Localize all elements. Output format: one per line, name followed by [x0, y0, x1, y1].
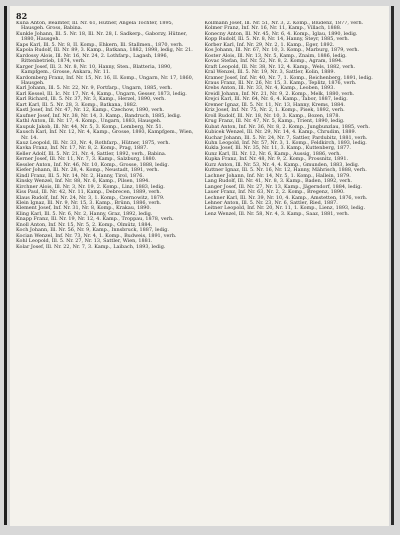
register-entry: Krejci Karl, Ill. Nr. 64, Nr. 6, 4. Kamp., Tabor, 1887, ledig. — [204, 96, 348, 103]
register-entry: Kuna Anton, Beamter, Ill. Nr. 61, Hütner, Angela Tochter, 1895, Hausgeh. Gross, Babina. — [16, 21, 174, 32]
register-entry: Kiss Paul, Ill. Nr. 42, Nr. 11, Kamp., Debrecen, 1889, verh. — [16, 189, 162, 196]
register-entry: Kaps Karl, Ill. 5. Nr. 8, II. Komp., Ehkern, Ill. Stallmen., 1870, verh. — [16, 41, 184, 48]
register-entry: Kubicek Wenzel, Ill. Nr. 29, Nr. 14, 4. Kamp., Chrudim, 1889. — [204, 129, 357, 136]
register-entry: Kupka Franz, Inf. Nr. 48, Nr. 9, 2. Komp., Prossnitz, 1891. — [204, 156, 349, 163]
register-entry: Karl Johann, Ill. 5. Nr. 22, Nr. 9, Fortfarp., Ungarn, 1885, verh. — [16, 85, 173, 92]
scan-edge-right — [391, 6, 394, 525]
register-entry: Kling Karl, Ill. 5. Nr. 6, Nr. 2, Hanny, Graz, 1892, ledig. — [16, 210, 153, 217]
register-entry: Keller Adolf, Ill. 5. Nr. 21, Nr. 4, Sattler, 1892, verh., Babina. — [16, 150, 167, 157]
register-entry: Kausch Karl, Inf. Nr. 12, Nr. 4, Kamp., Grosse, 1893, Kampfgem., Wien, Nr. 14. — [16, 129, 194, 141]
register-entry: Kocian Wenzel, Inf. Nr. 73, Nr. 4, 1. Komp., Budweis, 1891, verh. — [16, 232, 177, 239]
register-entry: Kaupuk Jakob, Ill. Nr. 44, Nr. 5, 3. Komp., Lemberg, Nr. 51. — [16, 123, 164, 130]
register-entry: Kirchner Alois, Ill. Nr. 3, Nr. 19, 2. Komp., Linz, 1883, ledig. — [16, 183, 165, 190]
register-entry: Kunz Karl, Ill. Nr. 12, Nr. 6, Kamp., Aussig, 1886, verh. — [204, 150, 341, 157]
register-entry: Krug Franz, Ill. Nr. 47, Nr. 5, Kamp., Trient, 1890, ledig. — [204, 118, 345, 125]
register-entry: Kerner Josef, Ill. Nr. 11, Nr. 7, 3. Kamp., Salzburg, 1880. — [16, 156, 157, 163]
register-entry: Lachner Johann, Inf. Nr. 14, Nr. 5, 1. Komp., Hallein, 1879. — [204, 172, 351, 179]
register-entry: Lauer Franz, Inf. Nr. 63, Nr. 2, 2. Komp., Bregenz, 1890. — [204, 189, 345, 196]
register-entry: Koch Johann, Ill. Nr. 56, Nr. 9, Kamp., Innsbruck, 1887, ledig. — [16, 227, 169, 234]
register-entry: Karger Josef, Ill. 3. Nr. 8, Nr. 10, Hanny, Sten., Blatteria, 1890, Kampfgem., Grosse, Ankara, Nr. 11. — [16, 63, 172, 76]
register-entry: Klaus Rudolf, Inf. Nr. 24, Nr. 3, 1. Komp., Czernowitz, 1879. — [16, 194, 165, 201]
register-entry: Kubat Anton, Inf. Nr. 36, Nr. 8, 2. Komp., Jungbunzlau, 1885, verh. — [204, 123, 370, 130]
register-entry: Karl Richard, Ill. 5. Nr. 37, Nr. 3, Kamp., Herzel, 1890, verh. — [16, 96, 166, 103]
register-entry: Kiefer Johann, Ill. Nr. 28, 4. Komp., Neustadt, 1891, verh. — [16, 167, 160, 174]
register-entry: Krebs Anton, Ill. Nr. 33, Nr. 4, Kamp., Leoben, 1893. — [204, 85, 335, 92]
register-entry: Kardomberg Franz, Inf. Nr. 15, Nr. 16, II. Komp., Ungarn, Nr. 17, 1860, Hausgeh. — [16, 74, 194, 86]
register-entry: Kovac Stefan, Inf. Nr. 52, Nr. 8, 2. Komp., Agram, 1894. — [204, 58, 343, 65]
register-entry: Leitner Leopold, Inf. Nr. 20, Nr. 11, 1. Komp., Lienz, 1893, ledig. — [204, 205, 365, 212]
register-entry: Kremer Ignaz, Ill. 5. Nr. 11, Nr. 13, Hanny, Krems, 1884. — [204, 101, 345, 108]
register-entry: Kriz Josef, Inf. Nr. 75, Nr. 2, 1. Komp., Pisek, 1892, verh. — [204, 107, 345, 114]
register-entry: Kardossy Alois, Ill. Nr. 16, Nr. 24, 2. Lothfarp., Lagash, 1896, Rittenbetrieb, 1874, verh. — [16, 52, 169, 65]
register-entry: Kos Johann, Ill. Nr. 67, Nr. 10, 3. Komp., Marburg, 1879, verh. — [204, 47, 360, 54]
register-entry: Kolar Josef, Ill. Nr. 22, Nr. 7, 3. Kamp., Laibach, 1893, ledig. — [16, 243, 166, 250]
register-entry: Lechner Karl, Ill. Nr. 39, Nr. 10, 4. Kamp., Amstetten, 1876, verh. — [204, 194, 368, 201]
register-entry: Kathl Anton, Ill. Nr. 17, 4. Komp., Ungarn, 1883, Hausgeh. — [16, 118, 162, 125]
register-entry: Kukla Josef, Ill. Nr. 35, Nr. 11, 3. Kamp., Kuttenberg, 1877. — [204, 145, 351, 152]
register-entry: Langer Josef, Ill. Nr. 27, Nr. 13, Kamp., Jägerndorf, 1884, ledig. — [204, 183, 362, 190]
register-entry: Konecny Anton, Ill. Nr. 45, Nr. 6, 4. Komp., Iglau, 1890, ledig. — [204, 30, 358, 37]
page-number: 82 — [16, 11, 28, 21]
register-entry: Klein Ignaz, Ill. Nr. 9, Nr. 15, 3. Kamp., Brünn, 1886, verh. — [16, 199, 162, 206]
register-entry: Kessler Anton, Inf. Nr. 46, Nr. 10, Komp., Grosse, 1888, ledig. — [16, 161, 170, 168]
register-entry: Lehner Anton, Ill. 5. Nr. 23, Nr. 6, Sattler, Ried, 1887. — [204, 199, 338, 206]
register-entry: Kuchar Johann, Ill. 5. Nr. 24, Nr. 7, Sattler, Pardubitz, 1881, verh. — [204, 134, 368, 141]
register-entry: Kopp Rudolf, Ill. 5. Nr. 8, Nr. 14, Hanny, Steyr, 1885, verh. — [204, 36, 350, 43]
register-page — [10, 6, 389, 526]
register-entry: Kunkle Johann, Ill. 5. Nr. 18, Ill. Nr. 28, I. Sadkerp., Gaborzy, Hütner, 1880, Hausgeh. — [16, 30, 188, 43]
register-entry: Karl Kessel, Ill. Ic. Nr. 17, Nr. 4, Kamp., Ungarn, Gesser, 1873, ledig. — [16, 90, 187, 97]
register-entry: Kindl Franz, Ill. 5. Nr. 14, Nr. 2, Hanny, Tirol, 1876. — [16, 172, 144, 179]
register-entry: Kreidl Johann, Inf. Nr. 21, Nr. 9, 2. Komp., Melk, 1880, verh. — [204, 90, 355, 97]
scan-edge-left — [4, 6, 7, 525]
register-entry: Kollmann Josef, Ill. Nr. 51, Nr. 3, 2. Komp., Bludenz, 1877, verh. — [204, 21, 364, 26]
register-entry: Kroll Rudolf, Ill. Nr. 18, Nr. 10, 3. Kamp., Bozen, 1878. — [204, 112, 341, 119]
register-entry: Knapp Franz, Ill. Nr. 19, Nr. 12, 4. Kamp., Troppau, 1878, verh. — [16, 216, 174, 223]
register-entry: Kraft Leopold, Ill. Nr. 38, Nr. 12, 4. Kamp., Wels, 1882, verh. — [204, 63, 356, 70]
register-entry: Kohl Leopold, Ill. 5. Nr. 27, Nr. 13, Sattler, Wien, 1881. — [16, 238, 153, 245]
register-entry: Koster Alois, Ill. Nr. 13, Nr. 5, Kamp., Znaim, 1886, ledig. — [204, 52, 347, 59]
register-entry: Kinsky Wenzel, Inf. Nr. 88, Nr. 6, Kamp., Pilsen, 1894. — [16, 178, 150, 185]
register-entry: Kral Wenzel, Ill. 5. Nr. 19, Nr. 3, Sattler, Kolin, 1889. — [204, 69, 336, 76]
register-entry: Kraus Franz, Ill. Nr. 26, Nr. 15, 3. Kamp., Teplitz, 1876, verh. — [204, 79, 357, 86]
register-entry: Kavka Franz, Inf. Nr. 17, Nr. 8, 2. Komp., Prag, 1887. — [16, 145, 148, 152]
entry-columns — [16, 21, 384, 522]
register-entry: Korber Karl, Inf. Nr. 29, Nr. 2, 1. Kamp., Eger, 1892. — [204, 41, 335, 48]
register-entry: Kurz Anton, Ill. Nr. 53, Nr. 4, 4. Kamp., Gmunden, 1883, ledig. — [204, 161, 360, 168]
register-entry: Kapola Rudolf, Ill. Nr. 89, 3. Kamp., Batkana, 1882, 1898, ledig, Nr. 21. — [16, 47, 193, 54]
register-entry: Klement Josef, Inf. Nr. 31, Nr. 8, Komp., Krakau, 1890. — [16, 205, 152, 212]
register-entry: Kuttner Ignaz, Ill. 5. Nr. 16, Nr. 12, Hanny, Mährisch, 1888, verh. — [204, 167, 367, 174]
register-entry: Lang Rudolf, Ill. Nr. 41, Nr. 8, 3. Kamp., Baden, 1892, verh. — [204, 178, 353, 185]
register-entry: Kastl Josef, Inf. Nr. 47, Nr. 12, Kamp., Czechow, 1890, verh. — [16, 107, 165, 114]
right-column — [205, 21, 385, 522]
register-entry: Kart Karl, Ill. 5. Nr. 28, 3. Komp., Batkana, 1882. — [16, 101, 138, 108]
register-entry: Knoll Anton, Inf. Nr. 15, Nr. 5, 2. Komp., Olmütz, 1884. — [16, 221, 153, 228]
register-entry: Kauz Leopold, Ill. Nr. 33, Nr. 4, Rothfarp., Hütner, 1875, verh. — [16, 139, 171, 146]
register-entry: Kaufner Josef, Inf. Nr. 38, Nr. 14, 3. Kamp., Bandruch, 1885, ledig. — [16, 112, 182, 119]
register-entry: Lenz Wenzel, Ill. Nr. 58, Nr. 4, 3. Kamp., Saaz, 1881, verh. — [204, 210, 350, 217]
left-column — [16, 21, 196, 522]
register-entry: Kolmer Franz, Inf. Nr. 16, Nr. 11, Kamp., Villach, 1888. — [204, 25, 342, 32]
register-entry: Kuhn Leopold, Inf. Nr. 57, Nr. 3, 1. Komp., Feldkirch, 1893, ledig. — [204, 139, 367, 146]
register-entry: Kramer Josef, Inf. Nr. 40, Nr. 7, 1. Komp., Reichenberg, 1891, ledig. — [204, 74, 373, 81]
